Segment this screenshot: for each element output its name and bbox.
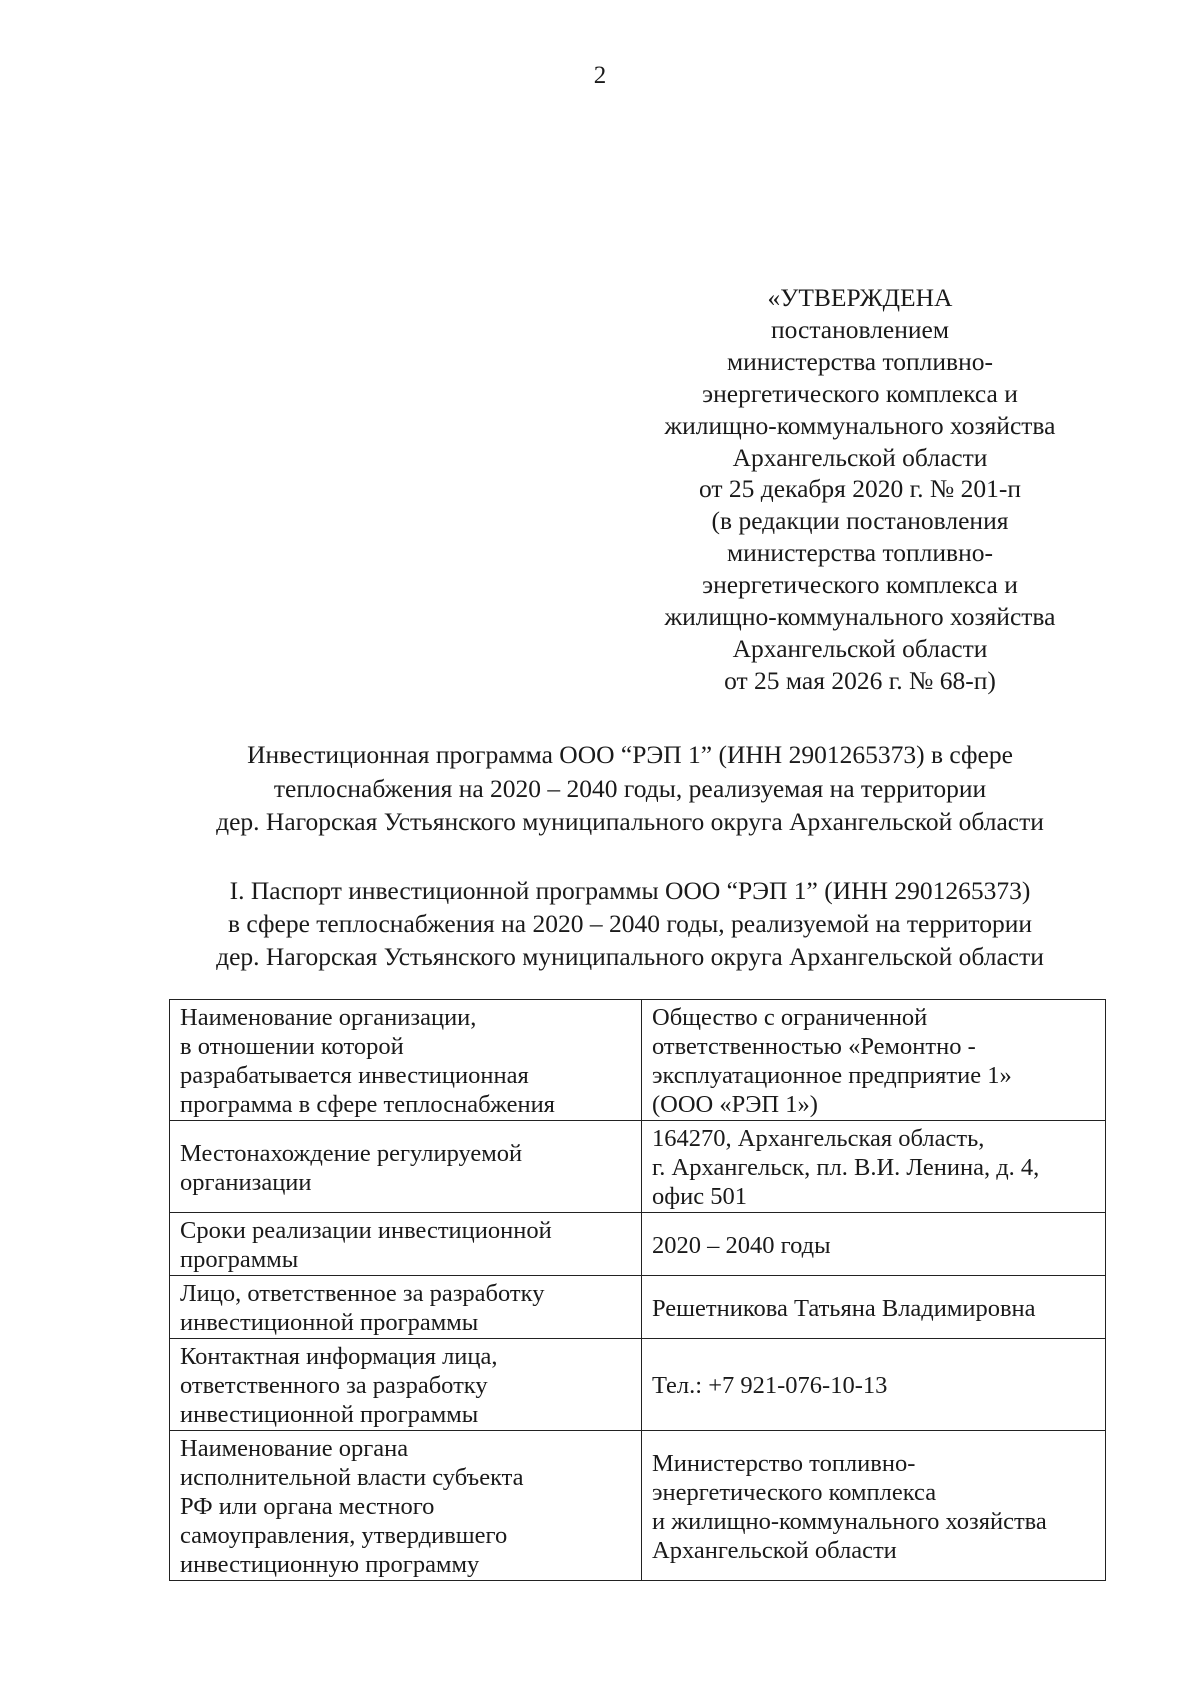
cell-text: в отношении которой	[180, 1033, 404, 1060]
cell-text: инвестиционной программы	[180, 1401, 479, 1428]
cell-text: эксплуатационное предприятие 1»	[652, 1062, 1012, 1089]
approval-line: Архангельской области	[732, 633, 988, 663]
approval-line: министерства топливно-	[727, 538, 993, 568]
cell-text: разрабатывается инвестиционная	[180, 1062, 529, 1089]
cell-text: организации	[180, 1168, 312, 1196]
table-row	[170, 1000, 1106, 1121]
program-title-line: дер. Нагорская Устьянского муниципального округа Архангельской области	[216, 807, 1044, 836]
approval-line: Архангельской области	[732, 442, 988, 472]
approval-line: (в редакции постановления	[711, 506, 1009, 536]
row-label-contact-info	[170, 1339, 642, 1431]
passport-heading-line: I. Паспорт инвестиционной программы ООО “РЭП 1” (ИНН 2901265373)	[229, 876, 1031, 905]
cell-text: программы	[180, 1246, 299, 1273]
row-label-approving-authority	[170, 1431, 642, 1581]
approval-line: от 25 декабря 2020 г. № 201-п	[698, 474, 1022, 504]
cell-text: РФ или органа местного	[180, 1493, 435, 1520]
approval-line: от 25 мая 2026 г. № 68-п)	[724, 665, 996, 695]
row-label-location	[170, 1121, 642, 1213]
approval-line: энергетического комплекса и	[702, 378, 1018, 408]
passport-heading	[130, 874, 1130, 973]
cell-text: Лицо, ответственное за разработку	[180, 1280, 545, 1307]
row-value-organization-name	[642, 1000, 1106, 1121]
cell-text: 2020 – 2040 годы	[652, 1231, 831, 1259]
cell-text: Наименование организации,	[180, 1004, 477, 1031]
row-value-location	[642, 1121, 1106, 1213]
cell-text: самоуправления, утвердившего	[180, 1522, 508, 1549]
row-value-approving-authority	[642, 1431, 1106, 1581]
table-row	[170, 1276, 1106, 1339]
approval-line: энергетического комплекса и	[702, 570, 1018, 600]
cell-text: инвестиционной программы	[180, 1309, 479, 1336]
cell-text: Тел.: +7 921-076-10-13	[652, 1372, 888, 1399]
program-title-line: теплоснабжения на 2020 – 2040 годы, реализуемая на территории	[273, 773, 987, 803]
cell-text: ответственностью «Ремонтно -	[652, 1033, 976, 1060]
approval-line: «УТВЕРЖДЕНА	[767, 283, 953, 312]
cell-text: офис 501	[652, 1183, 747, 1210]
cell-text: Наименование органа	[180, 1435, 409, 1462]
passport-heading-line: дер. Нагорская Устьянского муниципального округа Архангельской области	[216, 942, 1044, 971]
cell-text: Министерство топливно-	[652, 1449, 916, 1477]
cell-text: энергетического комплекса	[652, 1478, 937, 1506]
cell-text: программа в сфере теплоснабжения	[180, 1091, 555, 1118]
approval-line: министерства топливно-	[727, 346, 993, 376]
cell-text: Решетникова Татьяна Владимировна	[652, 1294, 1036, 1322]
cell-text: инвестиционную программу	[180, 1551, 480, 1578]
cell-text: ответственного за разработку	[180, 1372, 488, 1399]
cell-text: (ООО «РЭП 1»)	[652, 1091, 818, 1118]
table-row	[170, 1431, 1106, 1581]
cell-text: Сроки реализации инвестиционной	[180, 1217, 552, 1244]
table-row	[170, 1121, 1106, 1213]
cell-text: исполнительной власти субъекта	[180, 1464, 524, 1491]
row-value-contact-info	[642, 1339, 1106, 1431]
row-label-responsible-person	[170, 1276, 642, 1339]
approval-line: постановлением	[770, 314, 949, 344]
program-title-line: Инвестиционная программа ООО “РЭП 1” (ИНН 2901265373) в сфере	[247, 740, 1013, 769]
program-title	[130, 738, 1130, 839]
row-value-responsible-person	[642, 1276, 1106, 1339]
cell-text: Архангельской области	[652, 1536, 897, 1564]
page-number: 2	[593, 62, 607, 89]
approval-line: жилищно-коммунального хозяйства	[664, 410, 1056, 440]
cell-text: Контактная информация лица,	[180, 1343, 498, 1370]
passport-table	[169, 999, 1106, 1581]
table-row	[170, 1339, 1106, 1431]
cell-text: 164270, Архангельская область,	[652, 1125, 985, 1152]
cell-text: г. Архангельск, пл. В.И. Ленина, д. 4,	[652, 1154, 1040, 1181]
cell-text: Местонахождение регулируемой	[180, 1139, 523, 1167]
passport-heading-line: в сфере теплоснабжения на 2020 – 2040 годы, реализуемой на территории	[227, 909, 1033, 938]
cell-text: и жилищно-коммунального хозяйства	[652, 1507, 1047, 1535]
approval-line: жилищно-коммунального хозяйства	[664, 602, 1056, 632]
approval-stamp-block	[620, 282, 1100, 697]
row-label-organization-name	[170, 1000, 642, 1121]
row-value-implementation-period	[642, 1213, 1106, 1276]
table-row	[170, 1213, 1106, 1276]
cell-text: Общество с ограниченной	[652, 1004, 928, 1031]
row-label-implementation-period	[170, 1213, 642, 1276]
